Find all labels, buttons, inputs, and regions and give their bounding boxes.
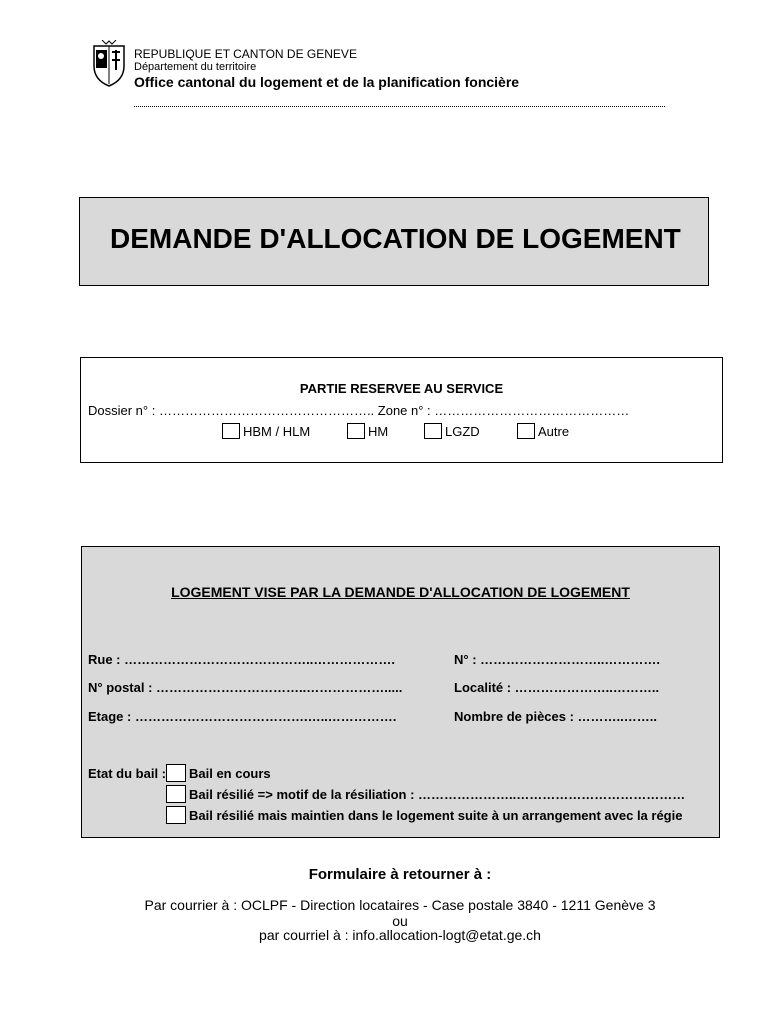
option-hbm-hlm[interactable] xyxy=(222,423,310,439)
header-office: Office cantonal du logement et de la planification foncière xyxy=(134,74,520,90)
checkbox-bail-maintien[interactable] xyxy=(166,806,186,824)
lodging-heading: LOGEMENT VISE PAR LA DEMANDE D'ALLOCATION DE LOGEMENT xyxy=(171,584,630,600)
field-numero[interactable]: N° : ………………………..…………. xyxy=(454,652,660,667)
checkbox-hm[interactable] xyxy=(347,423,365,439)
footer-title: Formulaire à retourner à : xyxy=(308,866,492,883)
checkbox-autre[interactable] xyxy=(517,423,535,439)
option-label: Autre xyxy=(538,423,570,439)
header-divider xyxy=(134,106,665,107)
checkbox-hbm-hlm[interactable] xyxy=(222,423,240,439)
bail-option-label: Bail résilié mais maintien dans le logement suite à un arrangement avec la régie xyxy=(189,807,683,823)
footer-email-address[interactable]: par courriel à : info.allocation-logt@etat.ge.ch xyxy=(259,927,541,943)
option-autre[interactable] xyxy=(517,423,569,439)
bail-option-en-cours[interactable] xyxy=(166,764,271,782)
option-label: HM xyxy=(368,423,389,439)
field-rue[interactable]: Rue : ……………………………………..………………. xyxy=(88,652,395,667)
checkbox-bail-resilie[interactable] xyxy=(166,785,186,803)
field-pieces[interactable]: Nombre de pièces : ………..…….. xyxy=(454,709,657,724)
bail-option-resilie[interactable] xyxy=(166,785,685,803)
option-lgzd[interactable] xyxy=(424,423,480,439)
option-hm[interactable] xyxy=(347,423,388,439)
field-localite[interactable]: Localité : …………………..……….. xyxy=(454,680,660,695)
lodging-section xyxy=(81,546,720,838)
footer-postal-address: Par courrier à : OCLPF - Direction locataires - Case postale 3840 - 1211 Genève 3 xyxy=(144,897,656,913)
title-box xyxy=(79,197,709,286)
bail-option-maintien[interactable] xyxy=(166,806,682,824)
bail-option-label: Bail en cours xyxy=(189,765,271,781)
option-label: HBM / HLM xyxy=(243,423,311,439)
option-label: LGZD xyxy=(445,423,480,439)
field-etage[interactable]: Etage : ………………………………….…..……………. xyxy=(88,709,397,724)
page-title: DEMANDE D'ALLOCATION DE LOGEMENT xyxy=(110,223,681,254)
header-department: Département du territoire xyxy=(134,61,257,73)
service-section xyxy=(80,357,723,463)
bail-label: Etat du bail : xyxy=(88,766,166,781)
bail-option-label: Bail résilié => motif de la résiliation : …………………..………………………………… xyxy=(189,786,686,802)
field-npostal[interactable]: N° postal : ……………………………..………………..... xyxy=(88,680,403,695)
checkbox-lgzd[interactable] xyxy=(424,423,442,439)
service-heading: PARTIE RESERVEE AU SERVICE xyxy=(299,381,504,396)
dossier-zone-line: Dossier n° : ………………………………………….. Zone n° : ……………………………………… xyxy=(88,403,630,418)
header-republic: REPUBLIQUE ET CANTON DE GENEVE xyxy=(134,47,357,61)
checkbox-bail-en-cours[interactable] xyxy=(166,764,186,782)
geneva-seal-icon xyxy=(90,40,128,90)
footer-or: ou xyxy=(392,913,408,929)
